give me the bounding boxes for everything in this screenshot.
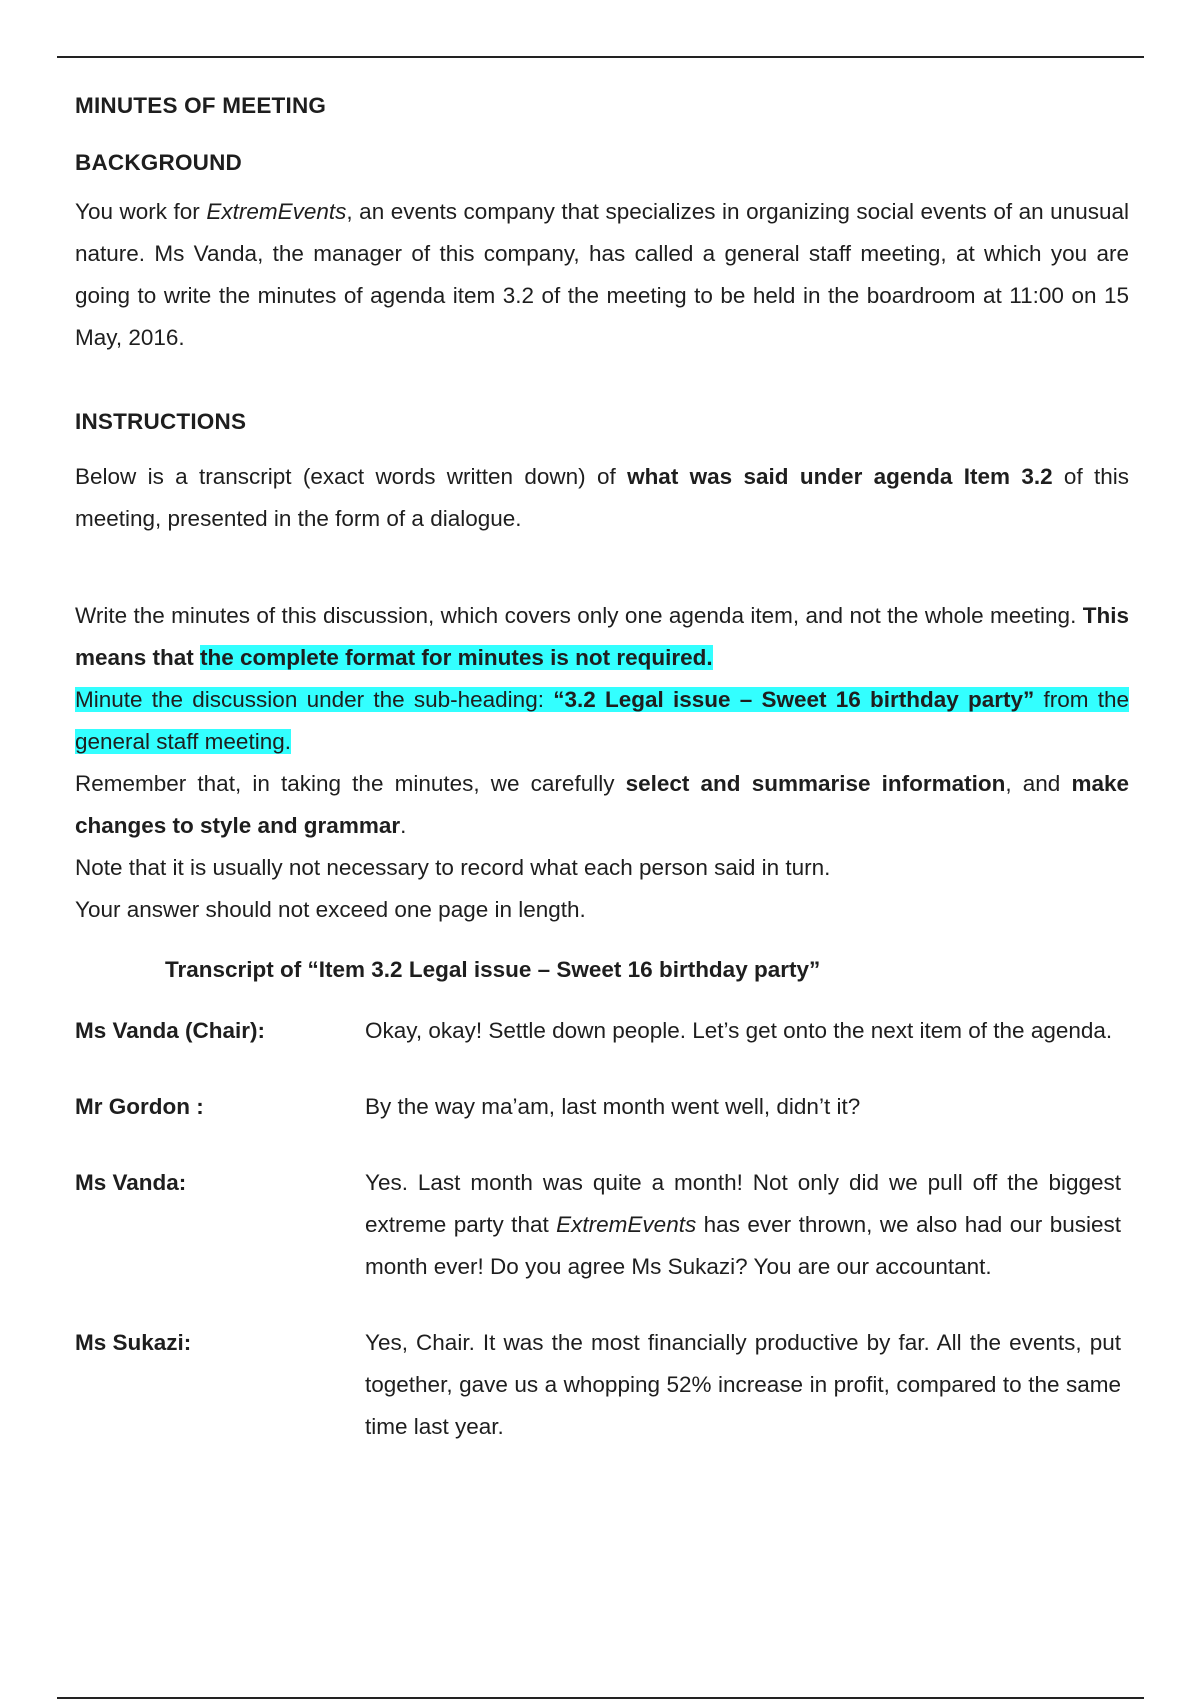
instructions-p1-start: Below is a transcript (exact words written down) of <box>75 464 628 489</box>
transcript-turn <box>75 1322 1129 1448</box>
speech-text: By the way ma’am, last month went well, didn’t it? <box>365 1094 861 1119</box>
speech-text-start: Yes. Last month was quite a month! Not only did we pull off the biggest extreme party that <box>365 1170 1121 1237</box>
company-name: ExtremEvents <box>556 1212 697 1237</box>
instructions-paragraph-length: Your answer should not exceed one page in length. <box>75 897 586 922</box>
instructions-paragraph-write <box>75 595 1129 679</box>
transcript-turn <box>75 1162 1129 1288</box>
instructions-paragraph-subheading <box>75 679 1129 763</box>
document-page <box>75 86 1129 1448</box>
speaker-name: Mr Gordon : <box>75 1094 204 1119</box>
transcript-title: Transcript of “Item 3.2 Legal issue – Sweet 16 birthday party” <box>165 957 821 982</box>
top-rule <box>57 56 1144 58</box>
instructions-p3-start: Minute the discussion under the sub-heading: <box>75 687 554 712</box>
speaker-name: Ms Sukazi: <box>75 1330 192 1355</box>
speaker-name: Ms Vanda: <box>75 1170 187 1195</box>
bottom-rule <box>57 1697 1144 1699</box>
instructions-p4-bold-1: select and summarise information <box>625 771 1006 796</box>
background-heading: BACKGROUND <box>75 150 242 175</box>
instructions-p2-bold: This means that <box>75 603 1129 670</box>
speech-text-end: has ever thrown, we also had our busiest month ever! Do you agree Ms Sukazi? You are our accountant. <box>365 1212 1121 1279</box>
speech-text: Yes, Chair. It was the most financially productive by far. All the events, put together, gave us a whopping 52% increase in profit, compared to the same time last year. <box>365 1330 1121 1439</box>
instructions-p1-bold: what was said under agenda Item 3.2 <box>627 464 1053 489</box>
document-title: MINUTES OF MEETING <box>75 93 327 118</box>
instructions-p4-end: . <box>400 813 407 838</box>
instructions-paragraph-note: Note that it is usually not necessary to record what each person said in turn. <box>75 855 831 880</box>
speech-text <box>365 1162 1121 1288</box>
instructions-p2-highlight: the complete format for minutes is not required. <box>200 645 713 670</box>
instructions-heading: INSTRUCTIONS <box>75 409 247 434</box>
instructions-p4-bold-2: make changes to style and grammar <box>75 771 1130 838</box>
instructions-p2-plain: Write the minutes of this discussion, which covers only one agenda item, and not the whole meeting. <box>75 603 1083 628</box>
speech-text: Okay, okay! Settle down people. Let’s get onto the next item of the agenda. <box>365 1018 1113 1043</box>
instructions-paragraph-remember <box>75 763 1129 847</box>
transcript-turn <box>75 1010 1129 1052</box>
transcript-turn <box>75 1086 1129 1128</box>
instructions-p3-end: from the general staff meeting. <box>75 687 1130 754</box>
instructions-p4-start: Remember that, in taking the minutes, we carefully <box>75 771 626 796</box>
company-name: ExtremEvents <box>206 199 347 224</box>
instructions-p4-mid: , and <box>1005 771 1072 796</box>
instructions-p1-end: of this meeting, presented in the form of a dialogue. <box>75 464 1130 531</box>
speaker-name: Ms Vanda (Chair): <box>75 1018 266 1043</box>
background-paragraph <box>75 191 1129 359</box>
background-text-start: You work for <box>75 199 207 224</box>
instructions-p3-bold: “3.2 Legal issue – Sweet 16 birthday party” <box>553 687 1035 712</box>
background-text-end: , an events company that specializes in organizing social events of an unusual nature. Ms Vanda, the manager of this company, has called a general staff meeting, at which you are going to write the minutes of agenda item 3.2 of the meeting to be held in the boardroom at 11:00 on 15 May, 2016. <box>75 199 1129 350</box>
instructions-paragraph-transcript <box>75 456 1129 540</box>
